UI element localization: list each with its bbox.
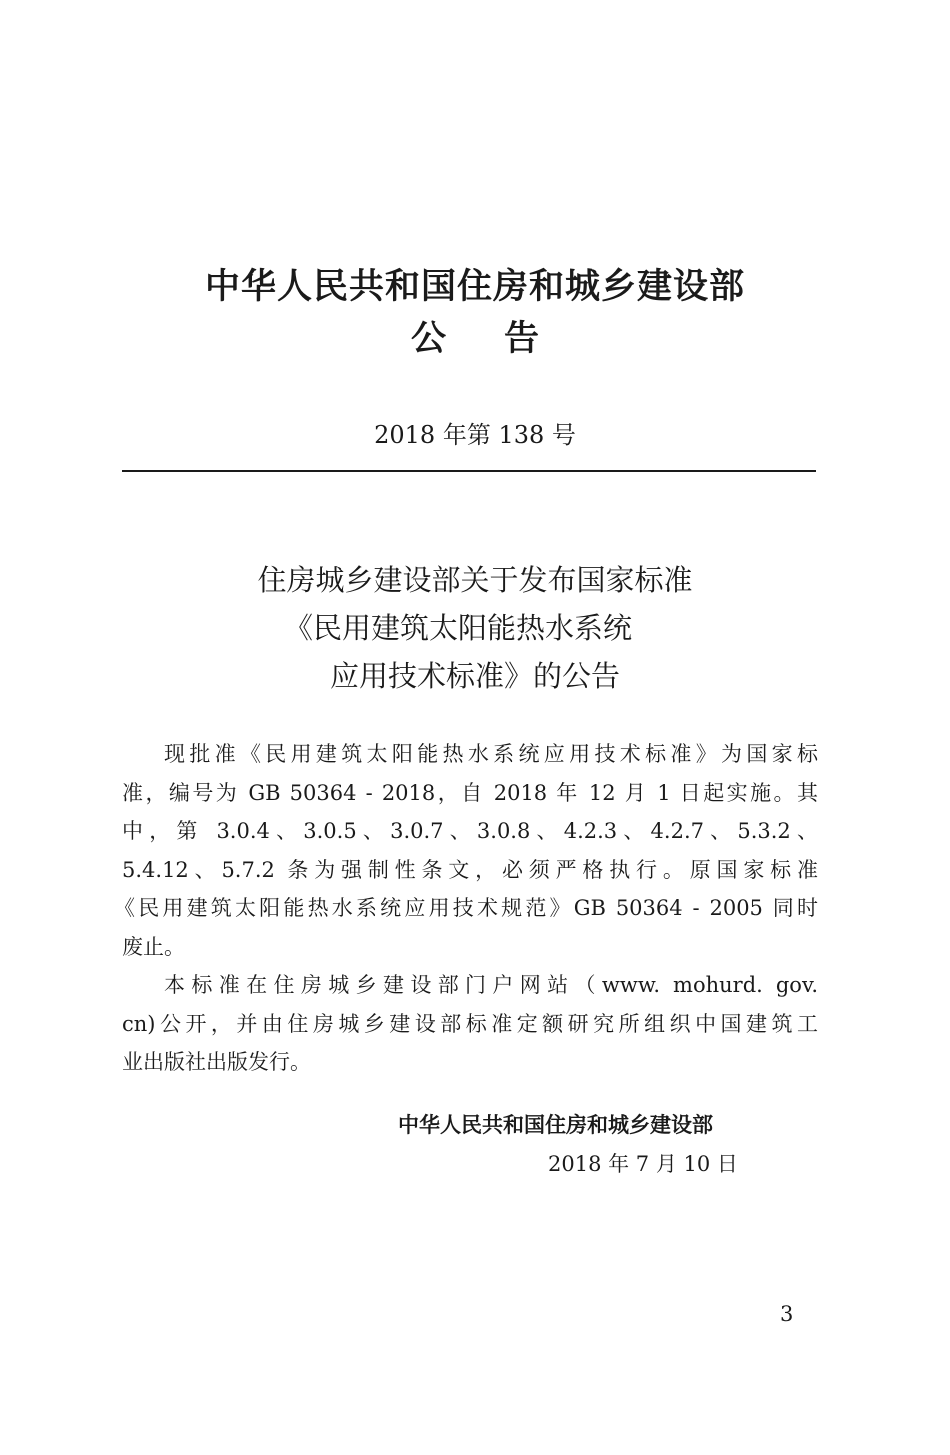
- announcement-body: [114, 735, 818, 1082]
- issuer-title: 中华人民共和国住房和城乡建设部: [204, 267, 745, 307]
- header-divider: [122, 470, 816, 472]
- paragraph-1: [114, 735, 818, 966]
- subject-line: 应用技术标准》的公告: [329, 659, 620, 693]
- body-line: 《民用建筑太阳能热水系统应用技术规范》GB 50364 - 2005 同时: [114, 896, 818, 920]
- body-line: 现批准《民用建筑太阳能热水系统应用技术标准》为国家标: [164, 742, 818, 766]
- body-line: 业出版社出版发行。: [122, 1050, 311, 1074]
- body-line: 5.4.12、5.7.2 条为强制性条文，必须严格执行。原国家标准: [122, 857, 818, 882]
- body-line: 本标准在住房城乡建设部门户网站（www. mohurd. gov.: [164, 973, 818, 997]
- paragraph-2: [122, 966, 818, 1082]
- announcement-number: 2018 年第 138 号: [374, 421, 576, 449]
- body-line: 准，编号为 GB 50364 - 2018，自 2018 年 12 月 1 日起实施。其: [122, 780, 818, 805]
- signature-date: 2018 年 7 月 10 日: [548, 1152, 738, 1176]
- body-line: 中，第 3.0.4、3.0.5、3.0.7、3.0.8、4.2.3、4.2.7、5.3.2、: [122, 819, 818, 843]
- announcement-heading: 公告: [410, 319, 597, 359]
- subject-line: 住房城乡建设部关于发布国家标准: [257, 563, 693, 597]
- page-number: 3: [780, 1302, 794, 1326]
- announcement-subject: [0, 556, 950, 700]
- subject-line: 《民用建筑太阳能热水系统: [283, 611, 632, 645]
- body-line: cn)公开，并由住房城乡建设部标准定额研究所组织中国建筑工: [122, 1011, 818, 1036]
- body-line: 废止。: [122, 934, 185, 959]
- signature-organization: 中华人民共和国住房和城乡建设部: [398, 1113, 713, 1137]
